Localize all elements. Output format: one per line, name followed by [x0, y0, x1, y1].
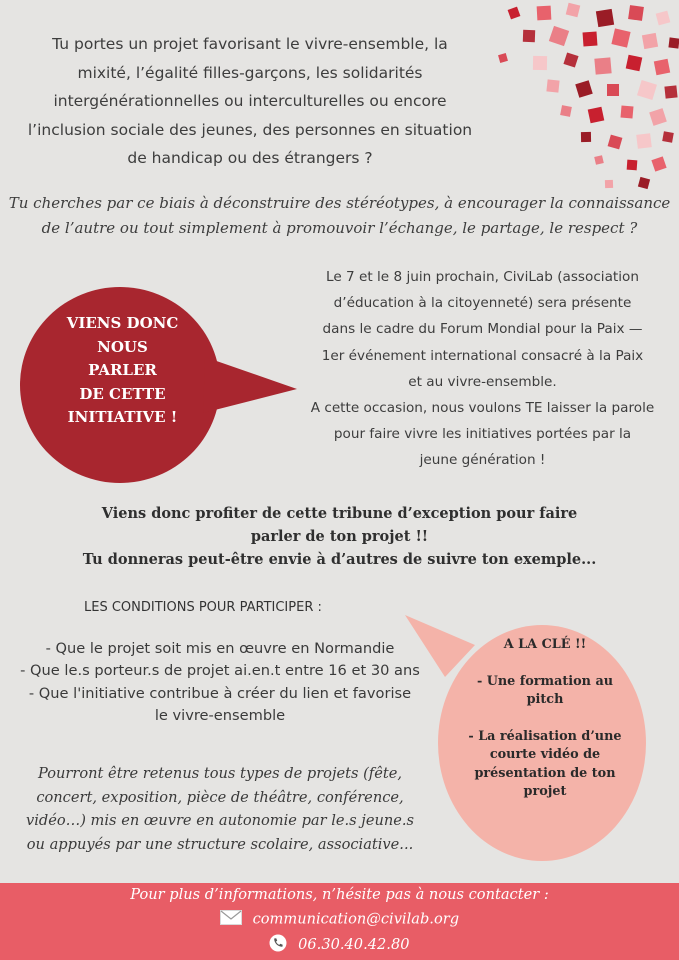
event-line: A cette occasion, nous voulons TE laisser la parole — [310, 400, 655, 417]
mosaic-square — [533, 56, 547, 70]
mosaic-square — [620, 105, 633, 118]
prize-item: - Une formation au — [476, 673, 614, 689]
projects-line: Pourront être retenus tous types de projets (fête, — [38, 765, 402, 782]
mosaic-square — [563, 52, 578, 67]
mosaic-square — [664, 85, 677, 98]
pink-bubble-text — [450, 636, 640, 802]
mosaic-square — [498, 53, 508, 63]
mosaic-square — [626, 55, 643, 72]
envelope-icon — [220, 910, 242, 929]
mosaic-square — [651, 156, 666, 171]
conditions-title: LES CONDITIONS POUR PARTICIPER : — [84, 600, 322, 615]
mosaic-square — [596, 9, 614, 27]
slogan — [0, 502, 679, 571]
mosaic-square — [628, 5, 644, 21]
mosaic-square — [637, 80, 657, 100]
slogan-line: Viens donc profiter de cette tribune d’exception pour faire — [101, 505, 578, 522]
footer-phone-row — [0, 934, 679, 956]
condition-item: - Que l'initiative contribue à créer du lien et favorise — [28, 684, 412, 702]
event-line: d’éducation à la citoyenneté) sera présente — [333, 295, 632, 312]
red-bubble-text — [30, 312, 215, 430]
event-line: 1er événement international consacré à la Paix — [321, 347, 644, 364]
projects-line: ou appuyés par une structure scolaire, associative... — [26, 835, 414, 853]
mosaic-square — [583, 32, 598, 47]
phone-link[interactable]: 06.30.40.42.80 — [298, 936, 410, 953]
mosaic-square — [656, 11, 671, 26]
mosaic-square — [594, 57, 611, 74]
question-paragraph — [0, 191, 679, 241]
decorative-mosaic — [489, 0, 679, 190]
condition-item: - Que le.s porteur.s de projet ai.en.t entre 16 et 30 ans — [20, 662, 420, 680]
mosaic-square — [605, 180, 613, 188]
mosaic-square — [566, 3, 581, 18]
mosaic-square — [649, 108, 667, 126]
mosaic-square — [668, 37, 679, 48]
event-line: et au vivre-ensemble. — [408, 373, 557, 390]
projects-paragraph — [0, 762, 440, 856]
event-paragraph — [290, 264, 675, 474]
intro-line: intergénérationnelles ou interculturelles ou encore — [53, 92, 447, 110]
projects-line: vidéo…) mis en œuvre en autonomie par le.s jeune.s — [25, 812, 415, 829]
intro-line: de handicap ou des étrangers ? — [127, 149, 373, 167]
prize-item: pitch — [526, 692, 564, 707]
intro-line: l’inclusion sociale des jeunes, des personnes en situation — [27, 120, 473, 139]
red-bubble-line: DE CETTE — [79, 384, 166, 403]
mosaic-square — [662, 131, 674, 143]
email-link[interactable]: communication@civilab.org — [252, 910, 460, 928]
intro-line: mixité, l’égalité filles-garçons, les solidarités — [77, 63, 423, 82]
footer-title: Pour plus d’informations, n’hésite pas à nous contacter : — [130, 886, 549, 903]
red-bubble-line: PARLER — [88, 361, 157, 379]
mosaic-square — [611, 28, 630, 47]
mosaic-square — [588, 107, 605, 124]
footer-email-row — [0, 910, 679, 929]
slogan-line: Tu donneras peut-être envie à d’autres de suivre ton exemple... — [82, 551, 597, 568]
condition-item: - Que le projet soit mis en œuvre en Normandie — [45, 640, 395, 657]
mosaic-square — [523, 30, 535, 42]
event-line: pour faire vivre les initiatives portées par la — [333, 426, 632, 443]
red-bubble-line: VIENS DONC — [66, 314, 179, 332]
prize-title: A LA CLÉ !! — [503, 637, 587, 652]
red-bubble-line: INITIATIVE ! — [67, 408, 178, 426]
mosaic-square — [560, 105, 572, 117]
event-line: jeune génération ! — [419, 452, 546, 469]
mosaic-square — [654, 59, 670, 75]
mosaic-square — [642, 33, 658, 49]
mosaic-square — [537, 6, 552, 21]
mosaic-square — [581, 132, 591, 142]
mosaic-square — [549, 26, 569, 46]
prize-item: courte vidéo de — [489, 747, 601, 762]
prize-item: présentation de ton — [474, 765, 616, 781]
mosaic-square — [508, 7, 521, 20]
prize-item: projet — [523, 784, 567, 799]
mosaic-square — [594, 155, 604, 165]
projects-line: concert, exposition, pièce de théâtre, conférence, — [36, 788, 404, 806]
intro-paragraph — [20, 30, 480, 173]
mosaic-square — [627, 160, 638, 171]
conditions-list — [0, 638, 440, 727]
phone-icon — [269, 934, 287, 956]
question-line: de l’autre ou tout simplement à promouvoir l’échange, le partage, le respect ? — [41, 219, 638, 237]
mosaic-square — [608, 135, 623, 150]
event-line: dans le cadre du Forum Mondial pour la Paix — — [322, 321, 643, 338]
mosaic-square — [636, 133, 652, 149]
question-line: Tu cherches par ce biais à déconstruire des stéréotypes, à encourager la connaissance — [8, 194, 671, 212]
event-line: Le 7 et le 8 juin prochain, CiviLab (association — [326, 269, 639, 285]
mosaic-square — [575, 80, 592, 97]
mosaic-square — [607, 84, 619, 96]
red-bubble-line: NOUS — [97, 337, 148, 356]
mosaic-square — [546, 79, 559, 92]
condition-item: le vivre-ensemble — [154, 706, 286, 724]
intro-line: Tu portes un projet favorisant le vivre-ensemble, la — [52, 35, 448, 53]
prize-item: - La réalisation d’une — [468, 728, 622, 744]
mosaic-square — [638, 177, 650, 189]
slogan-line: parler de ton projet !! — [250, 528, 429, 545]
